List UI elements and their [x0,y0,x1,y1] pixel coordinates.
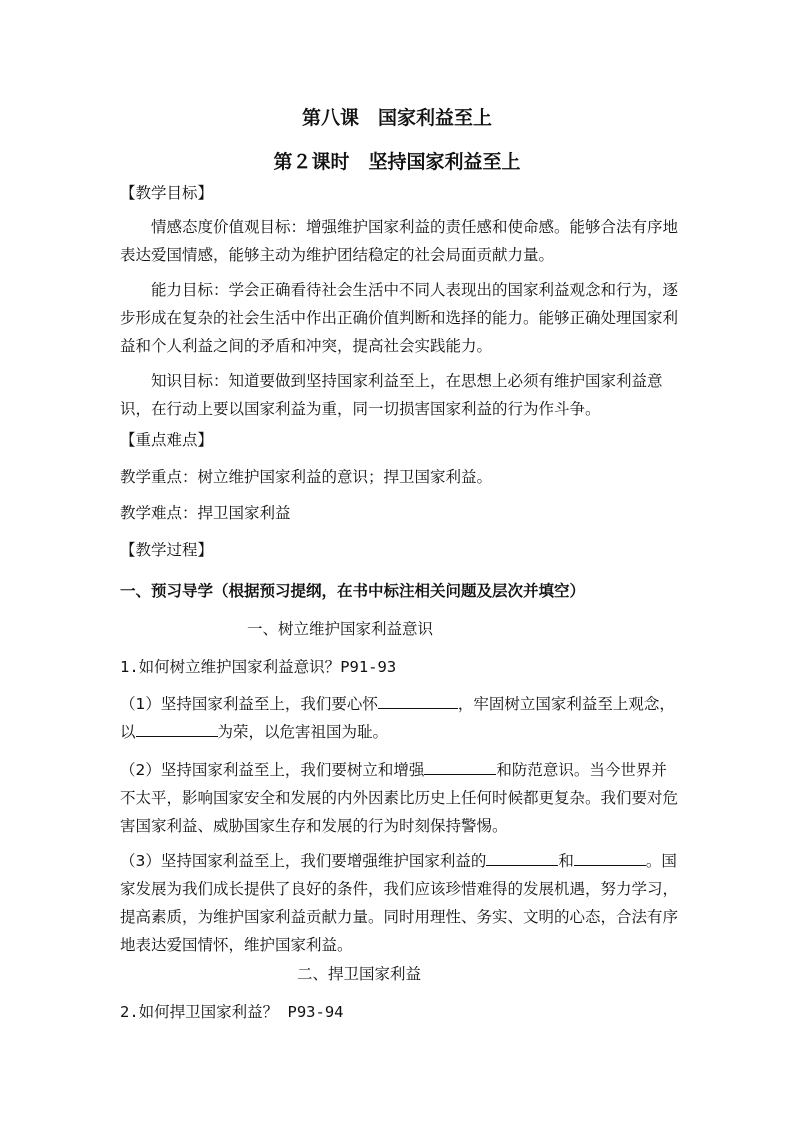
fill-item-3 [120,847,680,959]
fill-blank[interactable] [486,850,558,866]
question-pages: P93-94 [278,1003,344,1021]
section-heading-2: 二、捍卫国家利益 [297,965,422,983]
fill-text: ，牢固树立国家利益至上观念，以 [120,695,675,741]
fill-blank[interactable] [136,721,218,737]
difficult-point: 教学难点：捍卫国家利益 [120,504,291,522]
fill-blank[interactable] [378,693,458,709]
lesson-title: 第八课 国家利益至上 [301,107,492,129]
question-number: 2. [120,1003,139,1021]
question-pages: P91-93 [340,658,397,676]
fill-text: 和防范意识。当今世界并不太平，影响国家安全和发展的内外因素比历史上任何时候都更复杂。我们要对危害国家利益、威胁国家生存和发展的行为时刻保持警惕。 [120,761,679,835]
goal-ability: 能力目标：学会正确看待社会生活中不同人表现出的国家利益观念和行为，逐步形成在复杂的社会生活中作出正确价值判断和选择的能力。能够正确处理国家利益和个人利益之间的矛盾和冲突，提高社会实践能力。 [120,281,679,355]
goal-knowledge: 知识目标：知道要做到坚持国家利益至上，在思想上必须有维护国家利益意识，在行动上要以国家利益为重，同一切损害国家利益的行为作斗争。 [120,372,663,418]
process-header: 【教学过程】 [120,541,214,559]
fill-item-2 [120,756,680,840]
fill-text: （3）坚持国家利益至上，我们要增强维护国家利益的 [120,852,487,870]
question-text: 如何捍卫国家利益？ [138,1003,279,1021]
key-header: 【重点难点】 [120,431,214,449]
lesson-subtitle: 第２课时 坚持国家利益至上 [273,151,521,173]
fill-text: 为荣，以危害祖国为耻。 [217,723,389,741]
fill-text: （1）坚持国家利益至上，我们要心怀 [120,695,378,713]
fill-text: 。国家发展为我们成长提供了良好的条件，我们应该珍惜难得的发展机遇，努力学习，提高素质，为维护国家利益贡献力量。同时用理性、务实、文明的心态，合法有序地表达爱国情怀，维护国家利益。 [120,852,679,954]
question-1 [120,655,396,677]
goal-emotion: 情感态度价值观目标：增强维护国家利益的责任感和使命感。能够合法有序地表达爱国情感，能够主动为维护团结稳定的社会局面贡献力量。 [120,218,679,264]
question-number: 1. [120,658,139,676]
goals-header: 【教学目标】 [120,184,214,202]
fill-text: 和 [558,852,574,870]
fill-blank[interactable] [424,759,496,775]
fill-item-1 [120,690,680,746]
fill-blank[interactable] [574,850,646,866]
question-text: 如何树立维护国家利益意识？ [138,658,341,676]
section-heading-1: 一、树立维护国家利益意识 [247,620,434,638]
question-2 [120,1000,344,1022]
fill-text: （2）坚持国家利益至上，我们要树立和增强 [120,761,425,779]
key-point: 教学重点：树立维护国家利益的意识；捍卫国家利益。 [120,468,493,486]
preview-header: 一、预习导学（根据预习提纲，在书中标注相关问题及层次并填空） [120,582,586,600]
